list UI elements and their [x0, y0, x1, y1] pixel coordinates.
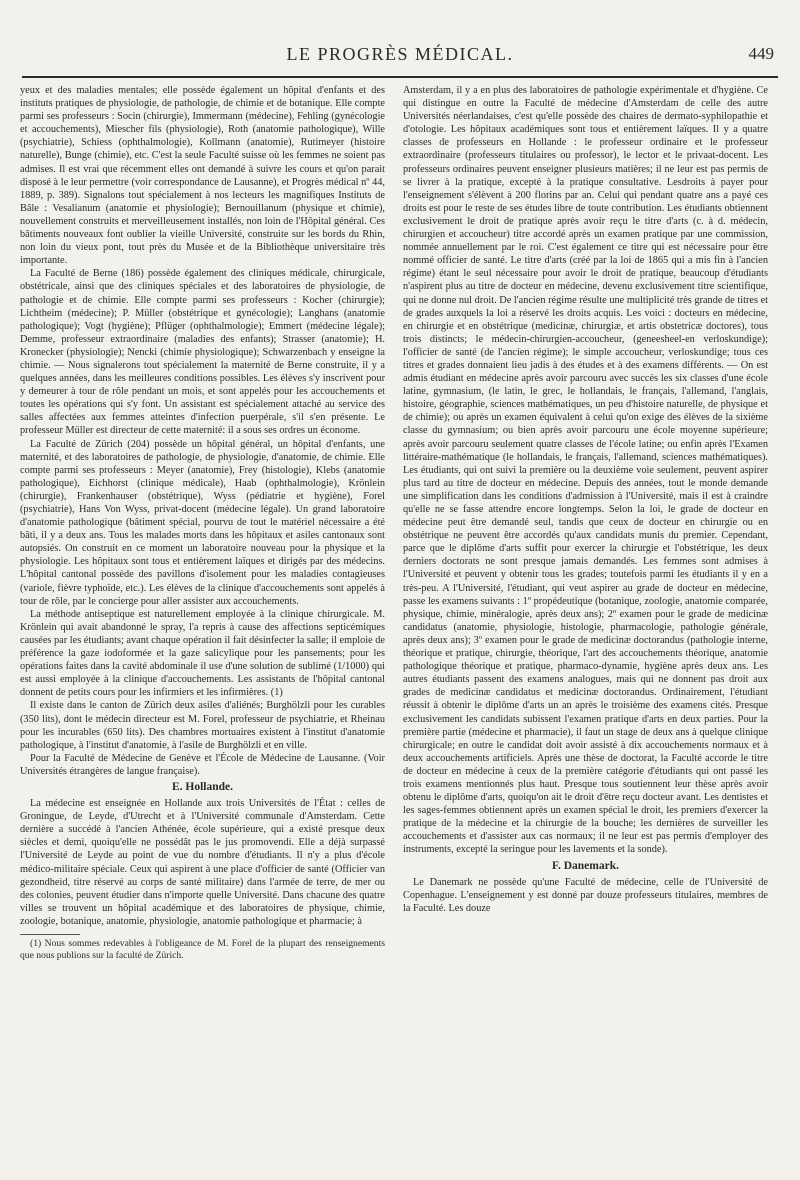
paragraph-antiseptic: La méthode antiseptique est naturellement employée à la clinique chirurgicale. M. Krönlein qui avait abandonné le spray, l'a repris à cause des affections septicémiques causées par les étudiants; avant chaque opération il fait désinfecter la salle; il emploie de préférence la gaze iodoformée et la gaze salicylique pour les pansements; pour les opérations faites dans la cavité abdominale il use d'une solution de sublimé (1/1000) qui est aussi employée à la clinique d'accouchements. Les assistants de l'hôpital cantonal donnent de petits cours pour les infirmiers et les infirmières. (1)	[20, 608, 385, 699]
footnote: (1) Nous sommes redevables à l'obligeance de M. Forel de la plupart des renseignements que nous publions sur la faculté de Zürich.	[20, 938, 385, 961]
paragraph-hollande: La médecine est enseignée en Hollande aux trois Universités de l'État : celles de Groningue, de Leyde, d'Utrecht et à l'Université communale d'Amsterdam. Cette dernière a succédé à l'ancien Athénée, école supérieure, qui a existé presque deux siècles et demi, quoiqu'elle ne possédât pas le jus promovendi. Elle a déjà surpassé l'Université de Leyde au point de vue du nombre d'étudiants. Il n'y a plus d'école médico-militaire spéciale. Ceux qui aspirent à une place d'officier de santé (Officier van gezondheid, titre réservé au corps de santé militaire) dans l'armée de terre, de mer ou des colonies, peuvent étudier dans n'importe quelle Université. Dans chacune des quatre villes se trouvent un hôpital académique et des laboratoires de physique, chimie, zoologie, botanique, anatomie, physiologie, anatomie pathologique et pharmacie; à	[20, 798, 385, 927]
paragraph-zurich: La Faculté de Zürich (204) possède un hôpital général, un hôpital d'enfants, une maternité, et des laboratoires de pathologie, de physiologie, d'anatomie, de chimie. Elle compte parmi ses professeurs : Meyer (anatomie), Frey (histologie), Klebs (anatomie pathologique), Eichhorst (clinique médicale), Haab (ophthalmologie), Krönlein (chirurgie), Frankenhauser (obstétrique), Wyss (pédiatrie et hygiène), Forel (psychiatrie), Hans Von Wyss, privat-docent (médecine légale). Un grand laboratoire d'anatomie pathologique (bâtiment spécial, pourvu de tout le matériel nécessaire a été bâti, il y a deux ans. Tous les malades morts dans les hôpitaux et asiles cantonaux sont autopsiés. On construit en ce moment un laboratoire nouveau pour la physique et la physiologie. Les hôpitaux sont tous et entièrement laïques et dirigés par des médecins. L'hôpital cantonal possède des pavillons d'isolement pour les maladies contagieuses (variole, fièvre typhoïde, etc.). Les élèves de la clinique d'accouchements sont appelés à tour de rôle, par le concierge pour aller assister aux accouchements.	[20, 438, 385, 607]
page-number: 449	[748, 44, 774, 63]
paragraph-berne: La Faculté de Berne (186) possède également des cliniques médicale, chirurgicale, obstétricale, ainsi que des cliniques spéciales et des laboratoires de physiologie, de pathologie et de chimie. Elle compte parmi ses professeurs : Kocher (chirurgie); Lichtheim (médecine); P. Müller (obstétrique et gynécologie); Langhans (anatomie pathologique); Vogt (hygiène); Pflüger (ophthalmologie); Emmert (médecine légale); Demme, professeur extraordinaire (maladies des enfants); Strasser (anatomie); H. Kronecker (physiologie); Nencki (chimie physiologique); Schwarzenbach y enseigne la chimie. — Nous signalerons tout spécialement la maternité de Berne construite, il y a quelques années, dans les meilleures conditions possibles. Les élèves s'y inscrivent pour y demeurer à tour de rôle pendant un mois, et sont appelés pour les accouchements et toutes les opérations qui s'y font. Un assistant est spécialement attaché au service des salles affectées aux femmes atteintes d'infection puerpérale, s'il s'en présente. Le professeur Müller est directeur de cette maternité: il a sous ses ordres un économe.	[20, 268, 385, 437]
journal-title: LE PROGRÈS MÉDICAL.	[286, 44, 514, 64]
paragraph-asylums: Il existe dans le canton de Zürich deux asiles d'aliénés; Burghölzli pour les curables (350 lits), dont le médecin directeur est M. Forel, professeur de psychiatrie, et Rheinau pour les incurables (650 lits). Des chambres mortuaires existent à l'institut d'anatomie pathologique, à l'institut d'anatomie, à l'asile de Burghölzli et en ville.	[20, 700, 385, 751]
paragraph-amsterdam: Amsterdam, il y a en plus des laboratoires de pathologie expérimentale et d'hygiène. Ce qui distingue en outre la Faculté de médecine d'Amsterdam de celle des autre Universités néerlandaises, c'est qu'elle possède des chaires de dermato-syphilopathie et d'otologie. Les hôpitaux académiques sont tous et entièrement laïques. Il y a quatre classes de professeurs en Hollande : le professeur ordinaire et le professeur extraordinaire (professeurs titulaires ou professor), le lector et le privaat-docent. Les professeurs ordinaires peuvent enseigner plusieurs matières; il ne leur est pas permis de se livrer à la pratique, excepté à la pratique consultative. Lesdroits à payer pour l'enseignement s'élèvent à 200 florins par an. Celui qui pendant quatre ans a payé ces droits est pour le reste de ses études libre de toute contribution. Les étudiants obtiennent exclusivement le droit de pratique après avoir reçu le titre d'arts (c. à d. médecin, chirurgien et accoucheur) titre accordé après un examen pratique par une commission, nommée annuellement par le roi. C'est également ce titre qui est nécessaire pour être nommé officier de santé. Le titre d'arts (créé par la loi de 1865 qui a mis fin à l'ancien régime) étant le seul nécessaire pour avoir le droit de pratique, beaucoup d'étudiants n'aspirent plus au titre de docteur en médecine, devenu exclusivement titre scientifique, qui ne donne nul droit. De l'ancien régime résulte une multiplicité très grande de titres et de grades auxquels la loi a réservé les droits acquis. Les voici : docteurs en médecine, en chirurgie et en obstétrique (medicinæ, chirurgiæ, et artis obstetricæ doctores), tous trois distincts; le médecin-chirurgien-accoucheur, (geneesheel-en verloskundige); l'officier de santé (de l'ancien régime); le simple accoucheur, verloskundige; tous ces titres et grades donnaient lieu jadis à des études et à des examens différents. — On est admis étudiant en médecine après avoir parcouru avec succès les six classes d'une école latine, gymnasium, (le latin, le grec, le hollandais, le français, l'allemand, l'anglais, histoire, géographie, sciences mathématiques, un peu d'histoire naturelle, de physique et de chimie); ou après un examen équivalent à celui qu'on exige des élèves de la sixième classe du gymnasium; ou bien après avoir parcouru une école moyenne supérieure; après avoir parcouru seulement quatre classes de l'école latine; ou enfin après l'Examen littéraire-mathématique (le hollandais, le français, l'allemand, sciences mathématiques). Les étudiants, qui ont suivi la première ou la deuxième voie seulement, peuvent aspirer plus tard au titre de docteur en médecine. Depuis des années, tout le monde demande une simplification dans les conditions d'admission à l'Université, mais il est à craindre qu'elle ne se fasse attendre encore longtemps. Selon la loi, le grade de docteur en médecine peut être demandé seul, tandis que ceux de docteur en chirurgie ou en obstétrique ne peuvent être accordés qu'aux candidats munis du premier. Cependant, parce que le diplôme d'arts suffit pour exercer la chirurgie et l'obstétrique, les deux derniers doctorats ne sont presque jamais demandés. Les femmes sont admises à l'Université et peuvent y obtenir tous les grades; toutefois parmi les étudiants il y en a très-peu. A l'Université, l'étudiant, qui veut aspirer au grade de docteur en médecine, passe les examens suivants : 1º propédeutique (botanique, zoologie, anatomie comparée, physique, chimie, minéralogie, après deux ans); 2º examen pour le grade de medicinæ candidatus (anatomie, physiologie, histologie, pharmacologie, pathologie générale, après deux ans); 3º examen pour le grade de medicinæ doctorandus (pathologie interne, théorique et pratique, chirurgie, théorique, l'art des accouchements théorique, anatomie pathologique théorique et pratique, pharmaco-dynamie, hygiène après deux ans. Les autres étudiants passent des examens analogues, mais qui ne donnent pas droit aux grades de medicinæ candidatus et medicinæ doctorandus. Ordinairement, l'étudiant réussit à obtenir le diplôme d'arts un an après le troisième des examens cités. Presque exclusivement les candidats subissent l'examen pratique d'arts en deux parties. Pour la première partie (médecine et pharmacie), il faut un stage de deux ans à quelque clinique chirurgicale; en outre le candidat doit avoir assisté à dix accouchements normaux et à deux accouchements artificiels. Après une thèse de doctorat, la Faculté accorde le titre de docteur en médecine à ceux de la première catégorie d'étudiants qui ont passé les trois examens mentionnés plus haut. Presque tous soutiennent leur thèse après avoir obtenu le diplôme d'arts, quoiqu'on ait le droit d'être reçu docteur avant. Les dentistes et les sages-femmes obtiennent après un examen spécial le droit, les premiers d'exercer la pratique de la médecine et la chirurgie de la bouche; les dernières de surveiller les accouchements et d'assister aux cas normaux; il ne leur est pas permis d'employer des instruments, excepté la seringue pour les lavements et la sonde).	[403, 85, 768, 856]
page-header	[22, 36, 778, 78]
paragraph-geneva-lausanne: Pour la Faculté de Médecine de Genève et l'École de Médecine de Lausanne. (Voir Universités étrangères de langue française).	[20, 752, 385, 777]
paragraph-danemark: Le Danemark ne possède qu'une Faculté de médecine, celle de l'Université de Copenhague. L'enseignement y est donné par douze professeurs titulaires, membres de la Faculté. Les douze	[403, 876, 768, 914]
paragraph-basel: yeux et des maladies mentales; elle possède également un hôpital d'enfants et des instituts pratiques de physiologie, de pathologie, de chimie et de botanique. Elle compte parmi ses professeurs : Socin (chirurgie), Immermann (médecine), Fehling (gynécologie et accouchements), Miescher fils (physiologie), Roth (anatomie pathologique), Wille (psychiatrie), Schiess (ophthalmologie), Kollmann (anatomie), Rutimeyer (histoire naturelle), Bunge (chimie), etc. C'est la seule Faculté suisse où les femmes ne soient pas admises. Il est vrai que récemment elles ont demandé à suivre les cours et qu'on parait disposé à le leur permettre (voir correspondance de Lausanne), et Progrès médical nº 44, 1889, p. 389). Signalons tout spécialement à nos lecteurs les magnifiques Instituts de Bâle : Vesalianum (anatomie et physiologie); Bernouillanum (physique et chimie), nouvellement construits et merveilleusement installés, non loin de l'Hôpital général. Ces bâtiments nouveaux font oublier la vieille Université, construite sur les bords du Rhin, non loin du vieux pont, tout près du Musée et de la Bibliothèque universitaire très importante.	[20, 85, 385, 267]
right-column	[403, 84, 768, 1162]
left-column	[20, 84, 385, 1162]
footnote-divider	[20, 934, 80, 935]
section-title-danemark: F. Danemark.	[552, 859, 619, 872]
section-title-hollande: E. Hollande.	[171, 780, 234, 793]
